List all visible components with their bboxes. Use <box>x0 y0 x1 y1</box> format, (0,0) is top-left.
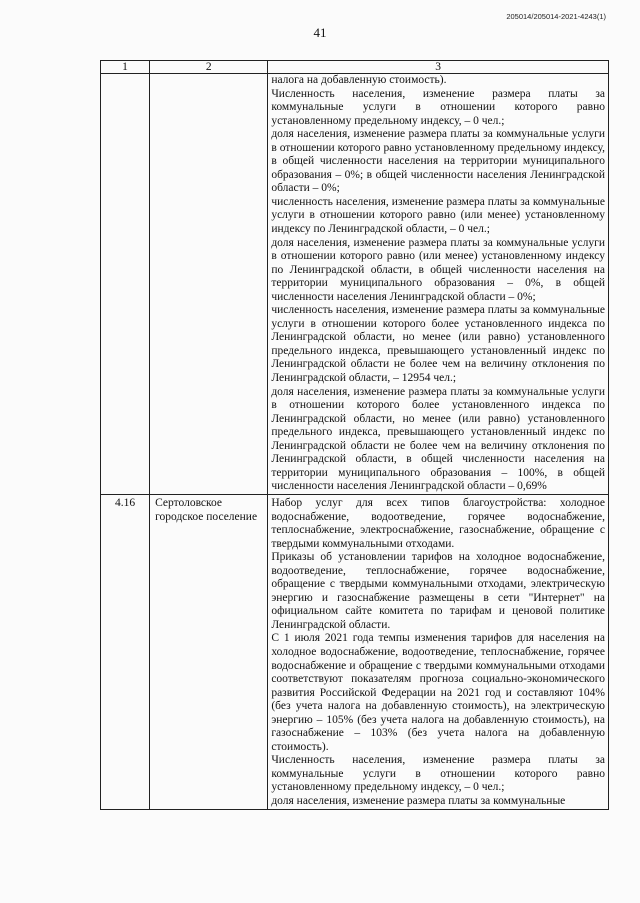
municipality-name <box>150 74 268 495</box>
table-row <box>101 74 609 495</box>
column-header-3: 3 <box>268 61 609 74</box>
column-header-1: 1 <box>101 61 150 74</box>
description-cell <box>268 74 609 495</box>
paragraph: С 1 июля 2021 года темпы изменения тарифов для населения на холодное водоснабжение, водоотведение, теплоснабжение, горячее водоснабжение и обращение с твердыми коммунальными отходами соответствуют показателям прогноза социально-экономического развития Российской Федерации на 2021 год и составляют 104% (без учета налога на добавленную стоимость), на электрическую энергию – 105% (без учета налога на добавленную стоимость), на газоснабжение – 103% (без учета налога на добавленную стоимость). <box>271 632 605 753</box>
document-id: 205014/205014-2021-4243(1) <box>506 12 606 21</box>
table-header-row <box>101 61 609 74</box>
column-header-2: 2 <box>150 61 268 74</box>
paragraph: Численность населения, изменение размера платы за коммунальные услуги в отношении которого равно установленному предельному индексу, – 0 чел.; <box>271 87 605 127</box>
row-number <box>101 74 150 495</box>
paragraph: доля населения, изменение размера платы за коммунальные услуги в отношении которого равно (или менее) установленному индексу по Ленинградской области, в общей численности населения на территории муниципального образования – 0%, в общей численности населения Ленинградской области – 0%; <box>271 236 605 303</box>
data-table <box>100 60 609 810</box>
paragraph: доля населения, изменение размера платы за коммунальные <box>271 794 566 807</box>
row-number: 4.16 <box>101 494 150 809</box>
page-number: 41 <box>313 25 327 40</box>
paragraph: Численность населения, изменение размера платы за коммунальные услуги в отношении которого равно установленному предельному индексу, – 0 чел.; <box>271 754 605 794</box>
municipality-name: Сертоловское городское поселение <box>150 494 268 809</box>
paragraph: численность населения, изменение размера платы за коммунальные услуги в отношении которого равно (или менее) установленному индексу по Ленинградской области, – 0 чел.; <box>271 195 605 236</box>
paragraph: Набор услуг для всех типов благоустройства: холодное водоснабжение, водоотведение, горячее водоснабжение, теплоснабжение, электроснабжение, газоснабжение, обращение с твердыми коммунальными отходами. <box>271 496 605 550</box>
paragraph: численность населения, изменение размера платы за коммунальные услуги в отношении которого более установленного индекса по Ленинградской области, но менее (или равно) установленного предельного индекса, превышающего установленный индекс по Ленинградской области не более чем на величину отклонения по Ленинградской области, – 12954 чел.; <box>271 304 605 385</box>
table-row <box>101 494 609 809</box>
description-cell <box>268 494 609 809</box>
paragraph: налога на добавленную стоимость). <box>271 74 447 86</box>
paragraph: Приказы об установлении тарифов на холодное водоснабжение, водоотведение, теплоснабжение, горячее водоснабжение, обращение с твердыми коммунальными отходами, электрическую энергию и газоснабжение размещены в сети "Интернет" на официальном сайте комитета по тарифам и ценовой политике Ленинградской области. <box>271 551 605 631</box>
paragraph: доля населения, изменение размера платы за коммунальные услуги в отношении которого равно установленному предельному индексу, в общей численности населения на территории муниципального образования – 0%; в общей численности населения Ленинградской области – 0%; <box>271 128 605 195</box>
paragraph: доля населения, изменение размера платы за коммунальные услуги в отношении которого более установленного индекса по Ленинградской области, но менее (или равно) установленного предельного индекса, превышающего установленный индекс по Ленинградской области не более чем на величину отклонения по Ленинградской области, в общей численности населения на территории муниципального образования – 100%, в общей численности населения Ленинградской области – 0,69% <box>271 385 605 493</box>
